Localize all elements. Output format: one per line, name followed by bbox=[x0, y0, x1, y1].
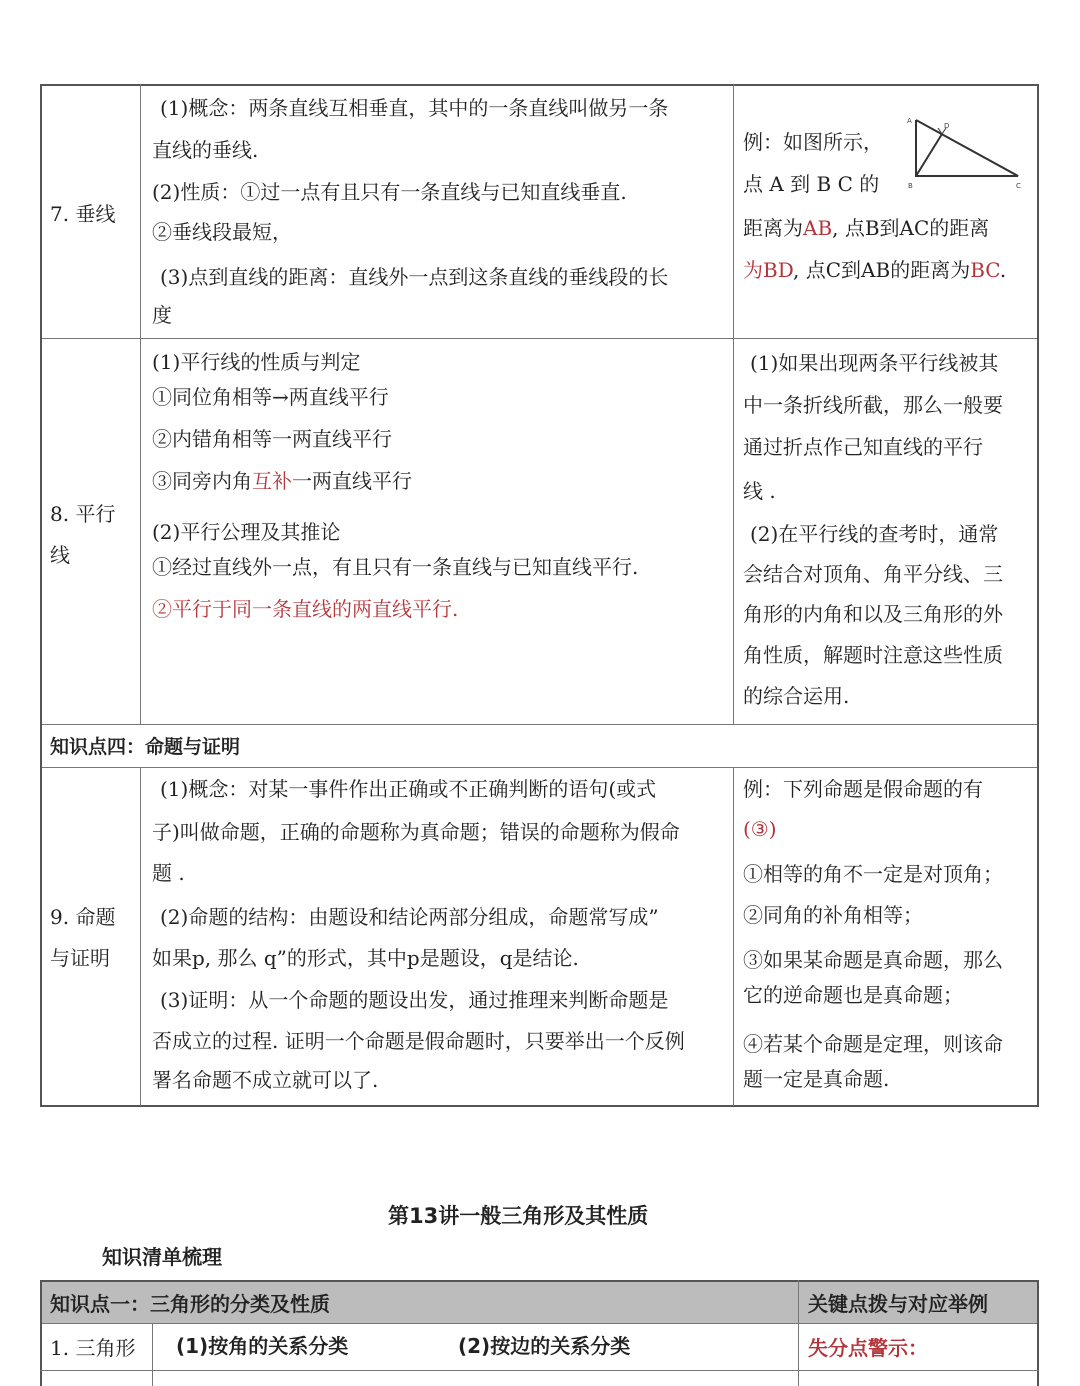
row9-label-2: 与证明 bbox=[50, 946, 110, 970]
ex4-answer-1: 为BD bbox=[743, 258, 794, 282]
table2-header-right: 关键点拨与对应举例 bbox=[808, 1292, 988, 1316]
row9-example-answer: (③) bbox=[743, 817, 777, 841]
row8-tip-6: 会结合对顶角、角平分线、三 bbox=[743, 562, 1003, 586]
table2-col-side: (2)按边的关系分类 bbox=[458, 1334, 631, 1358]
table-top-border bbox=[40, 84, 1039, 86]
right-triangle-figure bbox=[906, 114, 1024, 190]
row8-line-f: ①经过直线外一点，有且只有一条直线与已知直线平行. bbox=[152, 555, 639, 579]
row7-example-4 bbox=[743, 258, 1006, 282]
row7-example-1: 例：如图所示， bbox=[743, 130, 883, 154]
row8-line-e: (2)平行公理及其推论 bbox=[152, 520, 341, 544]
ex4-end: . bbox=[999, 258, 1007, 282]
table2-top-border bbox=[40, 1280, 1039, 1282]
row8-d-text: ③同旁内角 bbox=[152, 469, 252, 493]
col-divider bbox=[140, 767, 141, 1106]
row8-line-d bbox=[152, 469, 412, 493]
row8-tip-7: 角形的内角和以及三角形的外 bbox=[743, 602, 1003, 626]
row7-concept: (1)概念：两条直线互相垂直，其中的一条直线叫做另一条 bbox=[160, 96, 669, 120]
row-divider bbox=[40, 767, 1039, 768]
table-bottom-border bbox=[40, 1105, 1039, 1107]
row9-proof-2: 否成立的过程. 证明一个命题是假命题时，只要举出一个反例 bbox=[152, 1029, 685, 1053]
row9-proof-3: 署名命题不成立就可以了. bbox=[152, 1068, 379, 1092]
row8-tip-1: (1)如果出现两条平行线被其 bbox=[750, 351, 999, 375]
row8-line-g: ②平行于同一条直线的两直线平行. bbox=[152, 597, 459, 621]
table-right-border bbox=[1037, 84, 1039, 1107]
table2-warning: 失分点警示： bbox=[808, 1336, 928, 1360]
row9-proof-1: (3)证明：从一个命题的题设出发，通过推理来判断命题是 bbox=[160, 988, 669, 1012]
table2-col-angle: (1)按角的关系分类 bbox=[176, 1334, 349, 1358]
row9-example-4: ②同角的补角相等； bbox=[743, 903, 923, 927]
fig-label-a: A bbox=[907, 117, 912, 125]
row9-structure-2: 如果p, 那么 q”的形式，其中p是题设，q是结论. bbox=[152, 946, 579, 970]
row9-concept-2: 子)叫做命题，正确的命题称为真命题；错误的命题称为假命 bbox=[152, 820, 680, 844]
row8-line-a: (1)平行线的性质与判定 bbox=[152, 350, 361, 374]
row8-tip-3: 通过折点作己知直线的平行 bbox=[743, 435, 983, 459]
row9-example-6: 它的逆命题也是真命题； bbox=[743, 983, 963, 1007]
fig-label-b: B bbox=[908, 182, 913, 190]
fig-label-c: C bbox=[1016, 182, 1021, 190]
row8-d-text-2: 一两直线平行 bbox=[292, 469, 412, 493]
row8-label-2: 线 bbox=[50, 543, 70, 567]
row9-example-3: ①相等的角不一定是对顶角； bbox=[743, 862, 1003, 886]
table2-row-label: 1. 三角形 bbox=[50, 1336, 136, 1360]
table2-label-divider bbox=[152, 1323, 153, 1386]
row-divider bbox=[40, 724, 1039, 725]
row8-tip-5: (2)在平行线的查考时，通常 bbox=[750, 522, 999, 546]
row7-property: (2)性质：①过一点有且只有一条直线与已知直线垂直. bbox=[152, 180, 627, 204]
lecture-title: 第13讲一般三角形及其性质 bbox=[388, 1204, 649, 1228]
row9-concept-3: 题 . bbox=[152, 861, 185, 885]
row8-line-c: ②内错角相等一两直线平行 bbox=[152, 427, 392, 451]
row9-structure-1: (2)命题的结构：由题设和结论两部分组成，命题常写成” bbox=[160, 905, 659, 929]
row9-concept-1: (1)概念：对某一事件作出正确或不正确判断的语句(或式 bbox=[160, 777, 657, 801]
row9-label-1: 9. 命题 bbox=[50, 905, 116, 929]
ex3-text: 距离为 bbox=[743, 216, 803, 240]
row7-example-3 bbox=[743, 216, 989, 240]
col-divider bbox=[733, 84, 734, 724]
ex3-answer: AB bbox=[803, 216, 833, 240]
row-divider bbox=[40, 338, 1039, 339]
row9-example-1: 例：下列命题是假命题的有 bbox=[743, 777, 983, 801]
ex3-text-2: , 点B到AC的距离 bbox=[832, 216, 990, 240]
section-subtitle: 知识清单梳理 bbox=[102, 1245, 222, 1269]
table2-header-divider bbox=[40, 1323, 1039, 1324]
col-divider bbox=[140, 84, 141, 724]
row8-tip-2: 中一条折线所截，那么一般要 bbox=[743, 393, 1003, 417]
row7-label: 7. 垂线 bbox=[50, 202, 116, 226]
row8-d-answer: 互补 bbox=[252, 469, 292, 493]
row7-distance-cont: 度 bbox=[152, 303, 172, 327]
col-divider bbox=[733, 767, 734, 1106]
section-four-title: 知识点四：命题与证明 bbox=[50, 736, 241, 758]
ex4-text: , 点C到AB的距离为 bbox=[793, 258, 971, 282]
table2-bottom-edge bbox=[40, 1370, 1039, 1371]
row9-example-7: ④若某个命题是定理，则该命 bbox=[743, 1032, 1003, 1056]
fig-label-d: D bbox=[944, 122, 950, 130]
row8-line-b: ①同位角相等→两直线平行 bbox=[152, 385, 389, 409]
ex4-answer-2: BC bbox=[970, 258, 1000, 282]
row9-example-8: 题一定是真命题. bbox=[743, 1067, 890, 1091]
row8-tip-4: 线 . bbox=[743, 479, 776, 503]
row9-example-5: ③如果某命题是真命题，那么 bbox=[743, 948, 1003, 972]
row8-tip-8: 角性质，解题时注意这些性质 bbox=[743, 643, 1003, 667]
row7-distance: (3)点到直线的距离：直线外一点到这条直线的垂线段的长 bbox=[160, 265, 669, 289]
row7-concept-cont: 直线的垂线. bbox=[152, 138, 259, 162]
row8-label-1: 8. 平行 bbox=[50, 502, 116, 526]
row8-tip-9: 的综合运用. bbox=[743, 684, 850, 708]
table-left-border bbox=[40, 84, 42, 1107]
row7-property-2: ②垂线段最短， bbox=[152, 220, 292, 244]
table2-header-left: 知识点一：三角形的分类及性质 bbox=[50, 1292, 330, 1316]
row7-example-2: 点 A 到 B C 的 bbox=[743, 172, 880, 196]
